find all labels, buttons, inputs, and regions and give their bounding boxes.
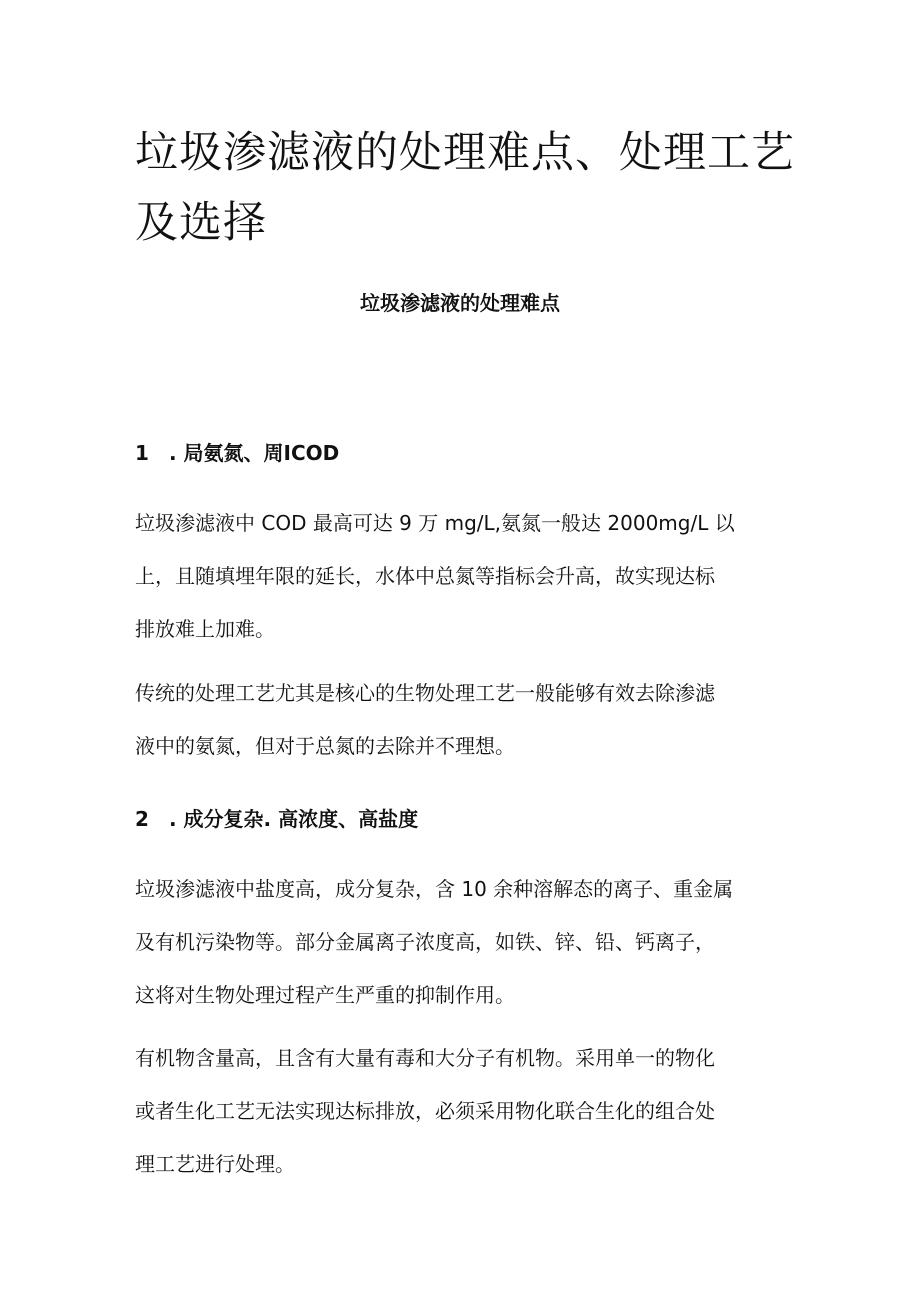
document-title — [135, 118, 795, 258]
paragraph-line: 垃圾渗滤液中盐度高，成分复杂，含 10 余种溶解态的离子、重金属 — [135, 877, 734, 901]
paragraph-line: 排放难上加难。 — [135, 617, 275, 641]
item-1-paragraph-2 — [135, 667, 785, 773]
title-line: 及选择 — [135, 198, 267, 248]
paragraph-line: 理工艺进行处理。 — [135, 1152, 295, 1176]
item-number: 1 — [135, 441, 149, 465]
paragraph-line: 液中的氨氮，但对于总氮的去除并不理想。 — [135, 734, 515, 758]
item-1-paragraph-1 — [135, 497, 785, 656]
item-heading-text: . 成分复杂. 高浓度、高盐度 — [169, 807, 419, 831]
paragraph-line: 垃圾渗滤液中 COD 最高可达 9 万 mg/L,氨氮一般达 2000mg/L 以 — [135, 511, 735, 535]
section-title: 垃圾渗滤液的处理难点 — [360, 291, 560, 315]
paragraph-line: 及有机污染物等。部分金属离子浓度高，如铁、锌、铅、钙离子， — [135, 930, 715, 954]
paragraph-line: 传统的处理工艺尤其是核心的生物处理工艺一般能够有效去除渗滤 — [135, 681, 715, 705]
item-1-heading — [135, 436, 339, 470]
item-heading-text: . 局氨氮、周ICOD — [169, 441, 340, 465]
paragraph-line: 或者生化工艺无法实现达标排放，必须采用物化联合生化的组合处 — [135, 1099, 715, 1123]
item-2-paragraph-2 — [135, 1032, 785, 1191]
paragraph-line: 有机物含量高，且含有大量有毒和大分子有机物。采用单一的物化 — [135, 1046, 715, 1070]
paragraph-line: 这将对生物处理过程产生严重的抑制作用。 — [135, 983, 515, 1007]
item-2-paragraph-1 — [135, 863, 785, 1022]
paragraph-line: 上，且随填埋年限的延长，水体中总氮等指标会升高，故实现达标 — [135, 564, 715, 588]
item-number: 2 — [135, 807, 149, 831]
title-line: 垃圾渗滤液的处理难点、处理工艺 — [135, 128, 795, 178]
item-2-heading — [135, 802, 418, 836]
